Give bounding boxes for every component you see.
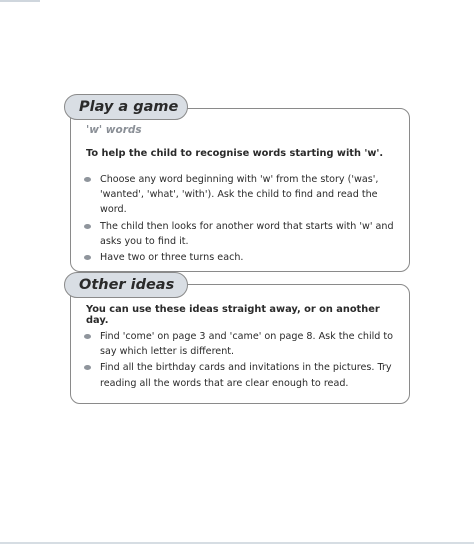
- list-item: [82, 329, 400, 359]
- bullet-dot-icon: [84, 255, 91, 260]
- w-words-subheading: 'w' words: [86, 124, 142, 136]
- list-item-text: Find 'come' on page 3 and 'came' on page 8. Ask the child to say which letter is different.: [100, 331, 394, 358]
- list-item: [82, 172, 400, 218]
- list-item-text: The child then looks for another word that starts with 'w' and asks you to find it.: [100, 220, 394, 247]
- list-item: [82, 250, 400, 265]
- top-edge-mark: [0, 0, 40, 2]
- bullet-dot-icon: [84, 224, 91, 229]
- list-item: [82, 360, 400, 390]
- play-a-game-heading: Play a game: [64, 94, 188, 120]
- bullet-dot-icon: [84, 365, 91, 370]
- play-a-game-lead: To help the child to recognise words starting with 'w'.: [86, 148, 384, 159]
- bullet-dot-icon: [84, 334, 91, 339]
- list-item-text: Choose any word beginning with 'w' from the story ('was', 'wanted', 'what', 'with'). Ask the child to find and read the word.: [100, 174, 379, 216]
- list-item: [82, 219, 400, 249]
- bullet-dot-icon: [84, 177, 91, 182]
- list-item-text: Have two or three turns each.: [100, 252, 244, 264]
- list-item-text: Find all the birthday cards and invitations in the pictures. Try reading all the words that are clear enough to read.: [100, 362, 392, 389]
- play-a-game-bullet-list: [82, 172, 400, 266]
- other-ideas-heading: Other ideas: [64, 272, 188, 298]
- other-ideas-lead: You can use these ideas straight away, or on another day.: [86, 304, 380, 326]
- other-ideas-bullet-list: [82, 329, 400, 392]
